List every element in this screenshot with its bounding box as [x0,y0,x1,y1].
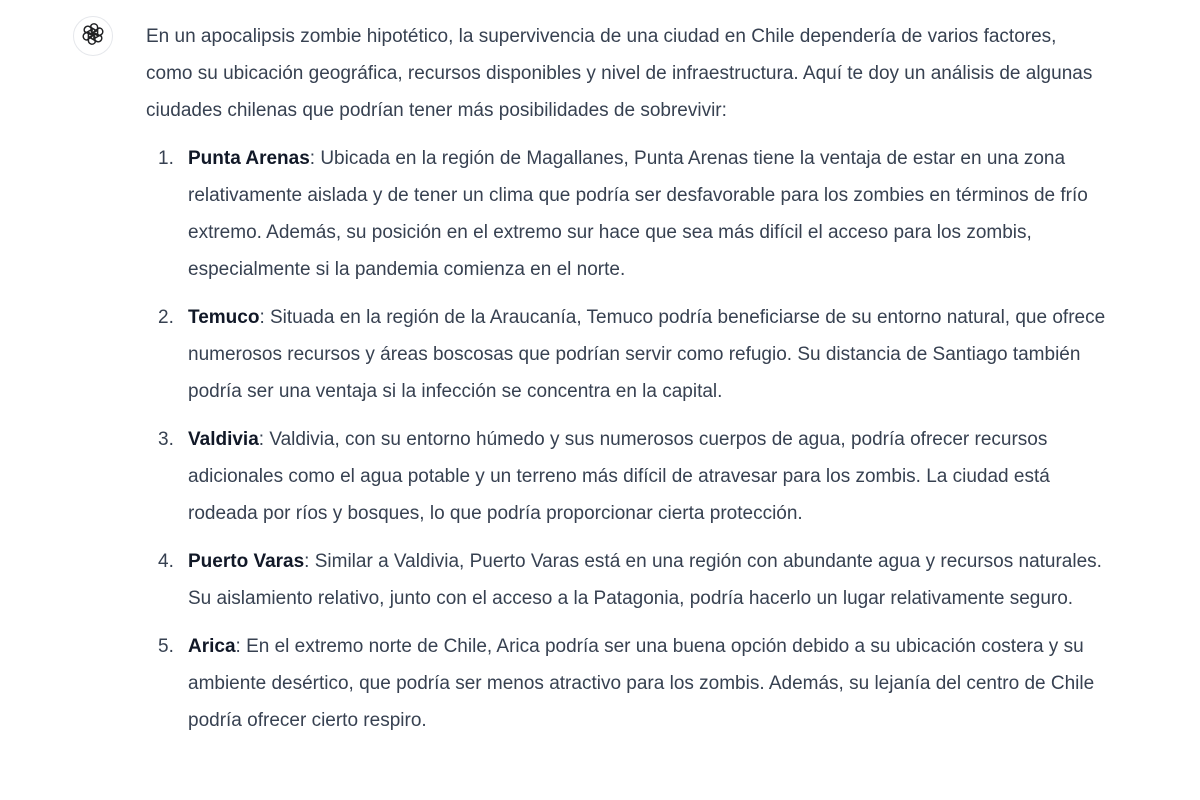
city-description: : Situada en la región de la Araucanía, Temuco podría beneficiarse de su entorno natural, que ofrece numerosos recursos y áreas boscosas que podrían servir como refugio. Su distancia de Santiago también podría ser una ventaja si la infección se concentra en la capital. [188,307,1106,402]
list-item [146,628,1106,739]
list-number: 2. [158,307,174,328]
list-number: 5. [158,636,174,657]
city-list [146,140,1106,739]
city-description: : Similar a Valdivia, Puerto Varas está en una región con abundante agua y recursos naturales. Su aislamiento relativo, junto con el acceso a la Patagonia, podría hacerlo un lugar relativamente seguro. [188,551,1102,609]
message-intro: En un apocalipsis zombie hipotético, la supervivencia de una ciudad en Chile dependería de varios factores, como su ubicación geográfica, recursos disponibles y nivel de infraestructura. Aquí te doy un análisis de algunas ciudades chilenas que podrían tener más posibilidades de sobrevivir: [146,26,1093,121]
list-item [146,140,1106,288]
city-name: Punta Arenas [188,148,310,169]
list-item [146,543,1106,617]
openai-logo-icon [81,22,105,51]
list-number: 3. [158,429,174,450]
city-name: Valdivia [188,429,259,450]
city-description: : Ubicada en la región de Magallanes, Punta Arenas tiene la ventaja de estar en una zona relativamente aislada y de tener un clima que podría ser desfavorable para los zombies en términos de frío extremo. Además, su posición en el extremo sur hace que sea más difícil el acceso para los zombis, especialmente si la pandemia comienza en el norte. [188,148,1088,280]
list-number: 4. [158,551,174,572]
city-name: Temuco [188,307,260,328]
city-name: Puerto Varas [188,551,305,572]
city-name: Arica [188,636,236,657]
city-description: : En el extremo norte de Chile, Arica podría ser una buena opción debido a su ubicación costera y su ambiente desértico, que podría ser menos atractivo para los zombis. Además, su lejanía del centro de Chile podría ofrecer cierto respiro. [188,636,1095,731]
city-description: : Valdivia, con su entorno húmedo y sus numerosos cuerpos de agua, podría ofrecer recursos adicionales como el agua potable y un terreno más difícil de atravesar para los zombis. La ciudad está rodeada por ríos y bosques, lo que podría proporcionar cierta protección. [188,429,1050,524]
list-number: 1. [158,148,174,169]
list-item [146,299,1106,410]
list-item [146,421,1106,532]
message-content [146,18,1106,750]
assistant-avatar [73,16,113,56]
